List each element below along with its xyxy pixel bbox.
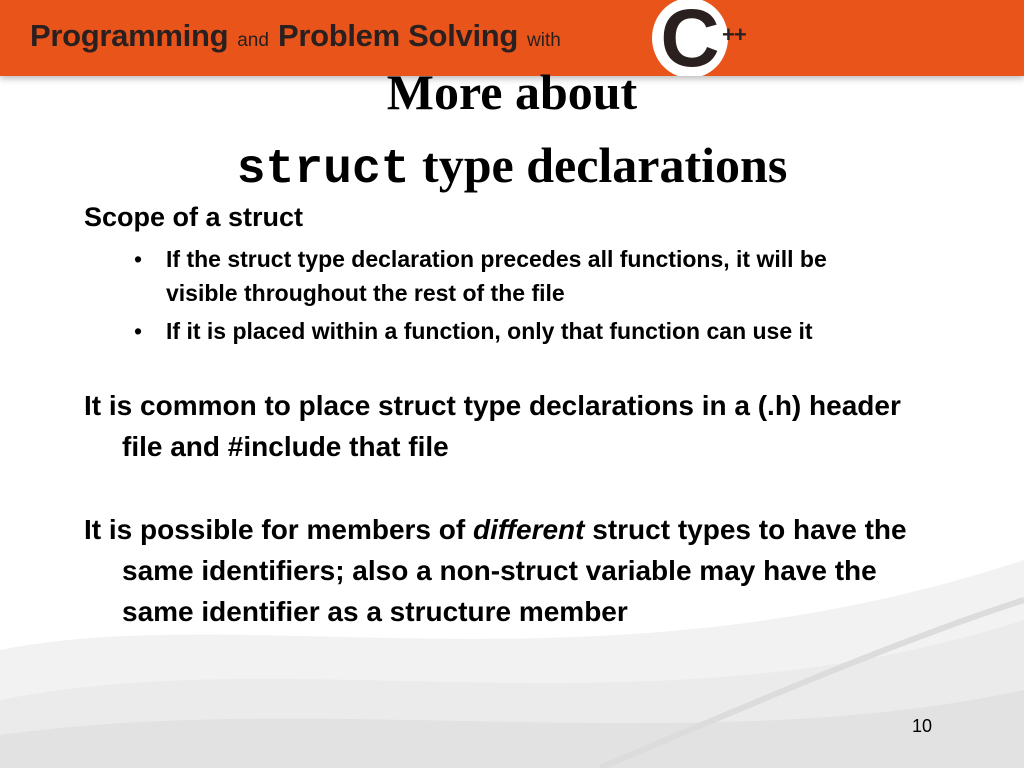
scope-heading: Scope of a struct <box>84 202 304 232</box>
bullet-dot-icon: • <box>134 318 143 344</box>
logo-plus-plus: ++ <box>722 22 746 47</box>
brand-word-with: with <box>527 30 561 51</box>
para2-before: It is possible for members of <box>84 514 473 545</box>
bullet-text: If it is placed within a function, only that function can use it <box>166 318 813 344</box>
para2-after: struct types to have the same identifiers; also a non-struct variable may have the same identifier as a structure member <box>122 514 907 627</box>
identifiers-paragraph <box>84 509 942 632</box>
brand-words-problem-solving: Problem Solving <box>277 18 519 53</box>
brand-word-and: and <box>237 30 269 51</box>
header-file-paragraph: It is common to place struct type declarations in a (.h) header file and #include that file <box>84 390 901 462</box>
slide-content <box>84 196 944 632</box>
bullet-dot-icon: • <box>134 246 143 272</box>
title-rest: type declarations <box>422 137 788 193</box>
slide-title-line2 <box>0 134 1024 201</box>
brand-word-programming: Programming <box>30 18 229 53</box>
bullet-item <box>84 314 886 348</box>
scope-bullet-list <box>84 242 944 348</box>
logo-letter: C <box>660 0 720 76</box>
slide-title-line1: More about <box>386 64 638 120</box>
title-code-keyword: struct <box>236 143 410 197</box>
para2-emphasis: different <box>472 514 585 545</box>
page-number: 10 <box>912 716 933 736</box>
book-title <box>30 18 570 58</box>
bullet-item <box>84 242 886 310</box>
bullet-text: If the struct type declaration precedes all functions, it will be visible throughout the rest of the file <box>166 246 827 306</box>
